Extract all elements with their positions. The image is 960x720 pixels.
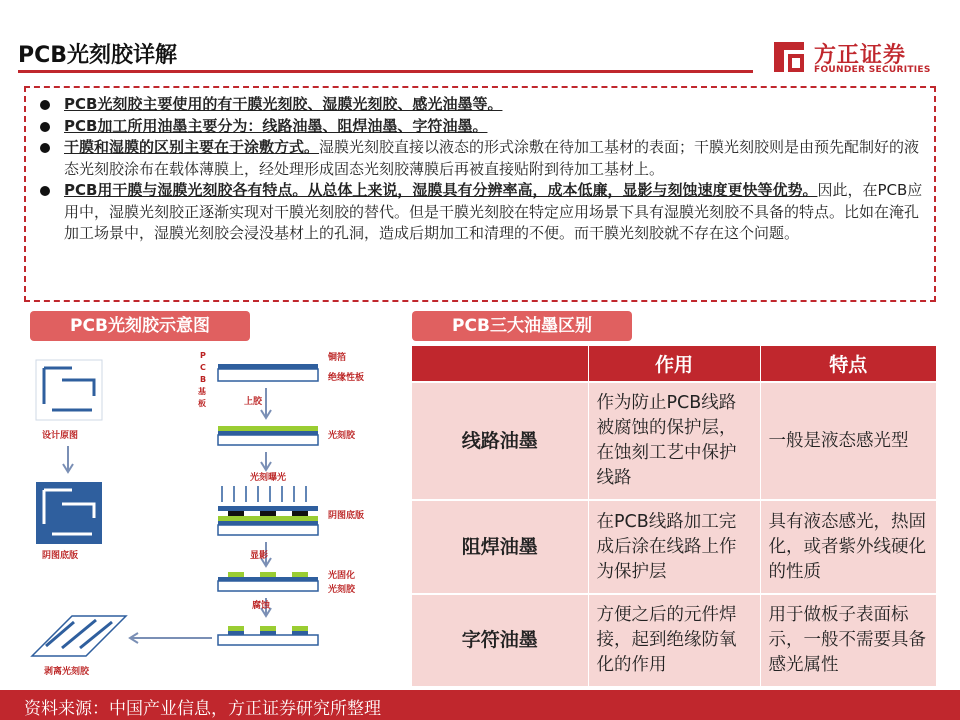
uv-light-arrows-icon [222,486,306,502]
exposure-label: 光刻曝光 [250,473,287,483]
column-header: 作用 [588,346,760,382]
svg-text:B: B [200,375,207,384]
strip-label: 剥离光刻胶 [44,667,90,677]
left-arrow-icon [130,633,212,643]
logo-chinese-name: 方正证券 [814,43,907,68]
bullet-bold-text: PCB用干膜与湿膜光刻胶各有特点。从总体上来说，湿膜具有分辨率高，成本低廉，显影与刻蚀速度更快等优势。 [64,181,818,199]
bullet-dot-icon [40,100,50,110]
table-cell: 具有液态感光，热固化，或者紫外线硬化的性质 [760,500,937,594]
row-header: 线路油墨 [412,382,588,500]
bullet-bold-text: PCB光刻胶主要使用的有干膜光刻胶、湿膜光刻胶、感光油墨等。 [64,95,503,113]
column-header: 特点 [760,346,937,382]
bullet-dot-icon [40,143,50,153]
copper-label: 铜箔 [328,353,347,363]
column-header [412,346,588,382]
mask-layer [218,506,318,516]
table-cell: 作为防止PCB线路被腐蚀的保护层，在蚀刻工艺中保护线路 [588,382,760,500]
down-arrow-icon [63,446,73,472]
bullet-item [36,116,926,138]
table-cell: 方便之后的元件焊接，起到绝缘防氧化的作用 [588,594,760,686]
source-note: 资料来源：中国产业信息，方正证券研究所整理 [24,699,381,719]
table-section-tag: PCB三大油墨区别 [412,311,632,341]
develop-label: 显影 [250,551,269,561]
row-header: 字符油墨 [412,594,588,686]
photoresist-layer [218,516,318,521]
bullet-item [36,180,926,245]
bullet-item [36,137,926,180]
title-divider [18,70,753,73]
bullet-bold-text: PCB加工所用油墨主要分为：线路油墨、阻焊油墨、字符油墨。 [64,116,488,135]
etched-board [218,626,318,645]
table-row [412,382,937,500]
founder-logo-icon [770,38,808,76]
photoresist-layer [218,426,318,431]
company-logo [770,38,945,78]
svg-text:P: P [200,351,206,360]
photoresist-label: 光刻胶 [328,431,356,441]
substrate-layer [218,369,318,381]
mask-pattern-icon [36,482,102,544]
down-arrow-icon [261,452,271,470]
table-cell: 一般是液态感光型 [760,382,937,500]
finished-board-icon [32,616,126,656]
down-arrow-icon [261,388,271,418]
svg-text:基: 基 [198,387,206,396]
design-pattern-icon [36,360,102,420]
svg-text:板: 板 [198,399,206,408]
bullet-item [36,94,926,116]
design-label: 设计原图 [42,431,79,441]
logo-english-name: FOUNDER SECURITIES [814,65,931,75]
svg-text:C: C [200,363,206,372]
photoresist-process-diagram [22,346,392,688]
cured-label: 光固化 [328,571,356,581]
substrate-layer [218,525,318,535]
bullet-text: 湿膜光刻胶直接以液态的形式涂敷在待加工基材的表面；干膜光刻胶则是由预先配制好的液态光刻胶涂布在载体薄膜上，经处理形成固态光刻胶薄膜后再被直接贴附到待加工基材上。 [64,138,920,178]
page-title: PCB光刻胶详解 [18,43,178,68]
developed-board [218,572,318,591]
coating-label: 上胶 [244,397,263,407]
bullet-text: 因此，在PCB应用中，湿膜光刻胶正逐渐实现对干膜光刻胶的替代。但是干膜光刻胶在特定应用场景下具有湿膜光刻胶不具备的特点。比如在淹孔加工场景中，湿膜光刻胶会浸没基材上的孔洞，造成后期加工和清理的不便。而干膜光刻胶就不存在这个问题。 [64,181,923,242]
summary-bullets [24,86,936,302]
bullet-dot-icon [40,122,50,132]
table-header-row [412,346,937,382]
table-row [412,594,937,686]
substrate-layer [218,435,318,445]
bullet-dot-icon [40,186,50,196]
insulation-label: 绝缘性板 [328,373,365,383]
pcb-vertical-label [198,351,206,408]
table-cell: 在PCB线路加工完成后涂在线路上作为保护层 [588,500,760,594]
mask-label: 阴图底版 [328,511,365,521]
bullet-bold-text: 干膜和湿膜的区别主要在于涂敷方式。 [64,138,320,156]
etch-label: 腐蚀 [252,601,271,611]
negative-label: 阴图底版 [42,551,79,561]
ink-comparison-table [412,346,937,686]
cured-resist-label: 光刻胶 [328,585,356,595]
table-cell: 用于做板子表面标示，一般不需要具备感光属性 [760,594,937,686]
diagram-section-tag: PCB光刻胶示意图 [30,311,250,341]
table-row [412,500,937,594]
row-header: 阻焊油墨 [412,500,588,594]
